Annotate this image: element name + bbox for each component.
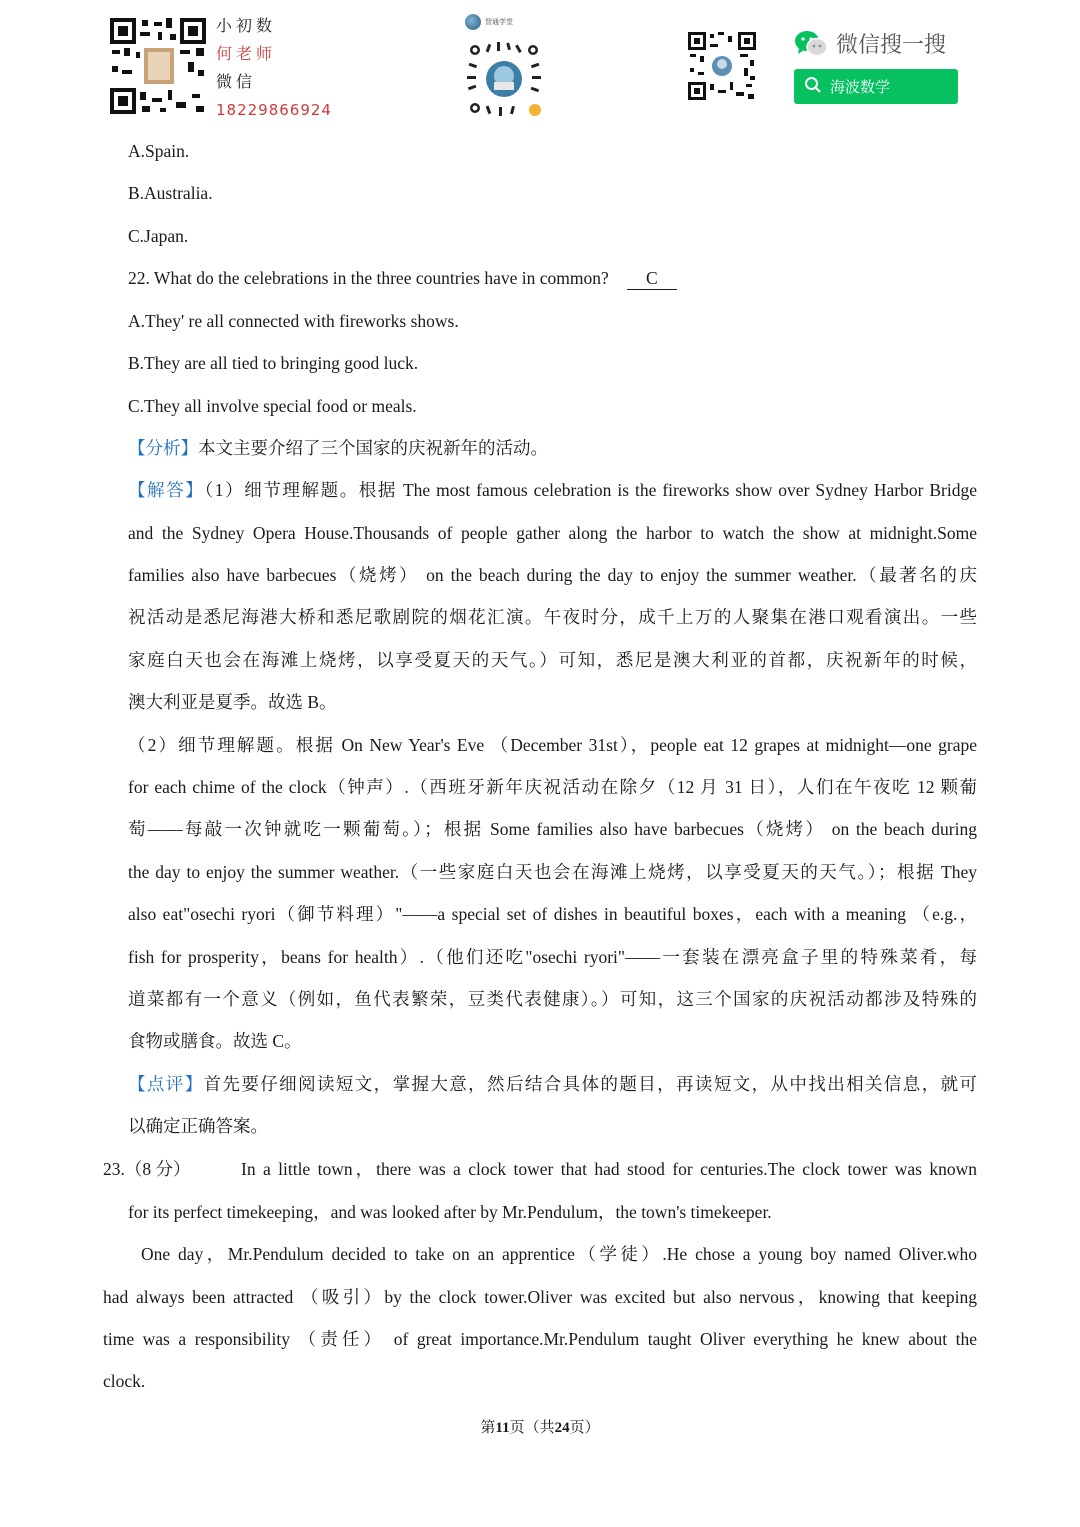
wechat-icon [794,30,828,58]
passage-line-6: clock. [103,1371,146,1391]
mini-program-logo [465,14,513,30]
comment-text-1: 首先要仔细阅读短文，掌握大意，然后结合具体的题目，再读短文，从中找出相关信息，就可 [203,1074,977,1094]
passage-line-5: time was a responsibility （责任） of great importance.Mr.Pendulum taught Oliver everything he knew about the [103,1329,977,1349]
passage-line-1: In a little town，there was a clock tower that had stood for centuries.The clock tower was known [241,1159,977,1179]
q22-option-b: B.They are all tied to bringing good luck. [128,353,419,373]
search-icon [804,76,822,98]
wechat-search-title: 微信搜一搜 [836,33,947,58]
wechat-qr-code [688,32,756,100]
passage-line-3: One day，Mr.Pendulum decided to take on an apprentice（学徒）.He chose a young boy named Oliver.who [141,1244,977,1264]
comment-tag: 【点评】 [128,1074,204,1094]
footer-prefix: 第 [480,1420,496,1436]
analysis [128,437,548,459]
solution-tag: 【解答】 [128,480,205,500]
solution-line-10: the day to enjoy the summer weather.（一些家庭白天也会在海滩上烧烤，以享受夏天的天气。）；根据 They [128,862,977,882]
contact-phone: 18229866924 [216,101,332,119]
solution-line-6: 澳大利亚是夏季。故选 B。 [128,692,337,712]
q22-option-c: C.They all involve special food or meals. [128,396,417,416]
solution-line-5: 家庭白天也会在海滩上烧烤，以享受夏天的天气。）可知，悉尼是澳大利亚的首都，庆祝新年的时候， [128,650,977,670]
solution-line-1 [128,479,977,501]
footer-page-number: 11 [495,1420,510,1436]
contact-qr-code [110,18,206,114]
solution-line-4: 祝活动是悉尼海港大桥和悉尼歌剧院的烟花汇演。午夜时分，成千上万的人聚集在港口观看演出。一些 [128,607,977,627]
solution-line-9: 萄——每敲一次钟就吃一颗葡萄。）；根据 Some families also have barbecues（烧烤） on the beach during [128,819,977,839]
page-footer [0,1416,1080,1437]
solution-line-14: 食物或膳食。故选 C。 [128,1031,302,1051]
q22-answer: C [627,267,677,290]
solution-line-12: fish for prosperity，beans for health）.（他们还吃"osechi ryori"——一套装在漂亮盒子里的特殊菜肴，每 [128,947,977,967]
solution-line-13: 道菜都有一个意义（例如，鱼代表繁荣，豆类代表健康）。）可知，这三个国家的庆祝活动都涉及特殊的 [128,989,977,1009]
wechat-search-box[interactable] [794,69,958,104]
contact-info [216,12,332,124]
solution-text-1: （1）细节理解题。根据 The most famous celebration is the fireworks show over Sydney Harbor Bridge [204,480,978,500]
solution-line-8: for each chime of the clock（钟声）.（西班牙新年庆祝活动在除夕（12 月 31 日），人们在午夜吃 12 颗葡 [128,777,977,797]
passage-line-2: for its perfect timekeeping，and was looked after by Mr.Pendulum，the town's timekeeper. [128,1202,772,1222]
solution-line-7: （2）细节理解题。根据 On New Year's Eve （December 31st），people eat 12 grapes at midnight—one grape [128,735,977,755]
solution-line-2: and the Sydney Opera House.Thousands of people gather along the harbor to watch the show at midnight.Some [128,523,977,543]
solution-line-11: also eat"osechi ryori（御节料理）"——a special set of dishes in beautiful boxes，each with a meaning （e.g.， [128,904,977,924]
footer-suffix: 页） [569,1420,600,1436]
page-header [0,0,1080,130]
solution-line-3: families also have barbecues（烧烤） on the beach during the day to enjoy the summer weather.（最著名的庆 [128,565,977,585]
q23-number: 23.（8 分） [103,1159,191,1179]
q22-option-a: A.They' re all connected with fireworks shows. [128,311,459,331]
q21-option-a: A.Spain. [128,141,190,161]
comment-line-2: 以确定正确答案。 [128,1116,268,1136]
q21-option-b: B.Australia. [128,183,213,203]
analysis-tag: 【分析】 [128,438,198,458]
mini-program-code [465,40,543,118]
mini-program-name: 智通学堂 [485,18,513,26]
wechat-search-keyword: 海波数学 [830,78,891,96]
comment-line-1 [128,1073,977,1095]
contact-line-1: 小初数 [216,16,277,35]
q21-option-c: C.Japan. [128,226,189,246]
analysis-text: 本文主要介绍了三个国家的庆祝新年的活动。 [198,438,548,458]
passage-line-4: had always been attracted （吸引）by the clock tower.Oliver was excited but also nervous，knowing that keeping [103,1287,977,1307]
wechat-search-header [794,28,946,59]
contact-line-3: 微信 [216,72,257,91]
q22-question [128,267,677,290]
contact-line-2: 何老师 [216,44,277,63]
footer-total-pages: 24 [554,1420,570,1436]
logo-icon [465,14,481,30]
footer-middle: 页（共 [509,1420,555,1436]
q22-text: 22. What do the celebrations in the three countries have in common? [128,268,609,288]
